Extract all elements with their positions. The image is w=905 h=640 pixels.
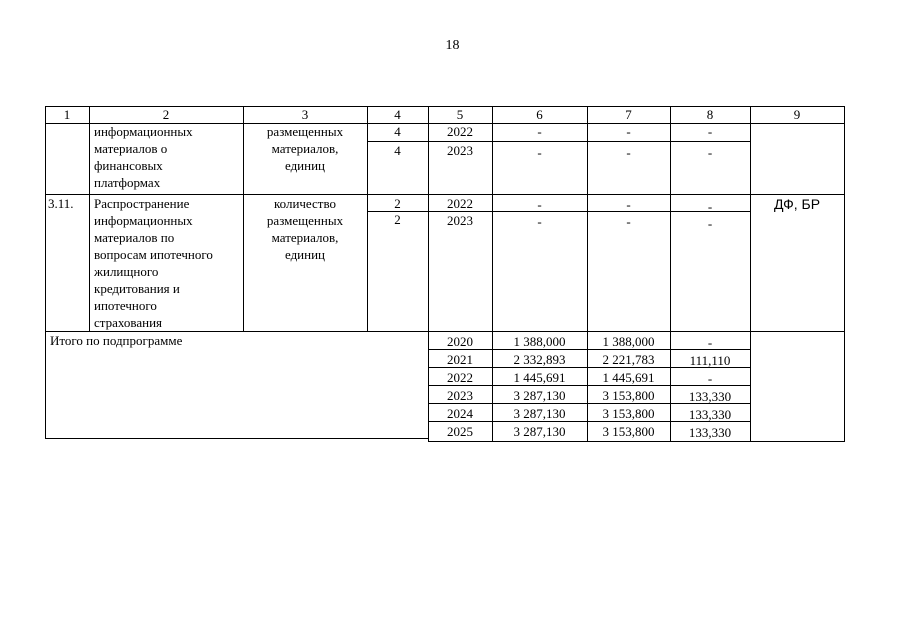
row-311-c8: - <box>707 216 713 231</box>
row-311-year: 2022 <box>447 196 473 211</box>
row-311-c6: - <box>537 214 542 229</box>
row-311-name-line: страхования <box>94 315 163 330</box>
cont-c8: - <box>707 124 713 139</box>
row-311-c7: - <box>626 214 631 229</box>
header-col-8: 8 <box>706 107 714 122</box>
row-311-name-line: вопросам ипотечного <box>94 247 213 262</box>
total-c8: - <box>707 335 713 350</box>
page-number: 18 <box>445 38 460 53</box>
cont-c4: 4 <box>394 143 401 158</box>
total-c6: 1 445,691 <box>513 370 566 385</box>
header-col-3: 3 <box>301 107 309 122</box>
total-c6: 3 287,130 <box>513 406 566 421</box>
total-c7: 1 445,691 <box>602 370 655 385</box>
cont-c8: - <box>707 145 713 160</box>
row-311-name-line: Распространение <box>94 196 190 211</box>
row-311-indicator-line: количество <box>273 196 337 211</box>
total-year: 2022 <box>447 370 473 385</box>
row-311-indicator-line: единиц <box>284 247 326 262</box>
total-c6: 1 388,000 <box>513 334 566 349</box>
total-c7: 2 221,783 <box>602 352 655 367</box>
total-c6: 3 287,130 <box>513 424 566 439</box>
cont-name-line: информационных <box>94 124 193 139</box>
header-col-2: 2 <box>162 107 170 122</box>
header-col-7: 7 <box>625 107 632 122</box>
total-label: Итого по подпрограмме <box>50 333 183 348</box>
cont-c6: - <box>537 124 542 139</box>
total-c7: 3 153,800 <box>602 406 655 421</box>
cont-c7: - <box>626 145 631 160</box>
header-col-6: 6 <box>536 107 543 122</box>
row-311-name-line: материалов по <box>94 230 175 245</box>
total-c8: 133,330 <box>688 407 732 422</box>
total-c8: 133,330 <box>688 389 732 404</box>
header-col-9: 9 <box>793 107 801 122</box>
row-311-executor: ДФ, БР <box>773 196 821 212</box>
cont-c4: 4 <box>394 124 401 139</box>
total-c7: 3 153,800 <box>602 388 655 403</box>
total-year: 2020 <box>447 334 473 349</box>
row-311-c8: - <box>707 199 713 214</box>
total-c8: 111,110 <box>689 353 731 368</box>
cont-indicator-line: единиц <box>284 158 326 173</box>
row-311-name-line: кредитования и <box>94 281 180 296</box>
row-number: 3.11. <box>48 196 74 211</box>
cont-name-line: финансовых <box>94 158 163 173</box>
row-311-year: 2023 <box>447 213 473 228</box>
total-c6: 2 332,893 <box>513 352 566 367</box>
row-311-name-line: ипотечного <box>94 298 157 313</box>
budget-table <box>45 106 845 442</box>
cont-indicator-line: материалов, <box>271 141 339 156</box>
row-311-indicator-line: размещенных <box>266 213 344 228</box>
row-311-name-line: информационных <box>94 213 193 228</box>
header-col-5: 5 <box>456 107 464 122</box>
row-311-c4: 2 <box>394 196 401 211</box>
total-year: 2021 <box>447 352 473 367</box>
header-col-1: 1 <box>63 107 71 122</box>
row-311-c6: - <box>537 197 542 212</box>
header-col-4: 4 <box>394 107 401 122</box>
total-year: 2024 <box>447 406 473 421</box>
total-c7: 3 153,800 <box>602 424 655 439</box>
total-year: 2025 <box>447 424 473 439</box>
cont-year: 2022 <box>447 124 473 139</box>
cont-indicator-line: размещенных <box>266 124 344 139</box>
cont-c6: - <box>537 145 542 160</box>
total-c8: 133,330 <box>688 425 732 440</box>
row-311-c7: - <box>626 197 631 212</box>
cont-year: 2023 <box>447 143 473 158</box>
row-311-c4: 2 <box>394 212 401 227</box>
cont-name-line: материалов о <box>94 141 168 156</box>
cont-name-line: платформах <box>94 175 161 190</box>
total-c7: 1 388,000 <box>602 334 655 349</box>
total-year: 2023 <box>447 388 473 403</box>
total-c6: 3 287,130 <box>513 388 566 403</box>
total-c8: - <box>707 371 713 386</box>
row-311-name-line: жилищного <box>94 264 159 279</box>
row-311-indicator-line: материалов, <box>271 230 339 245</box>
cont-c7: - <box>626 124 631 139</box>
